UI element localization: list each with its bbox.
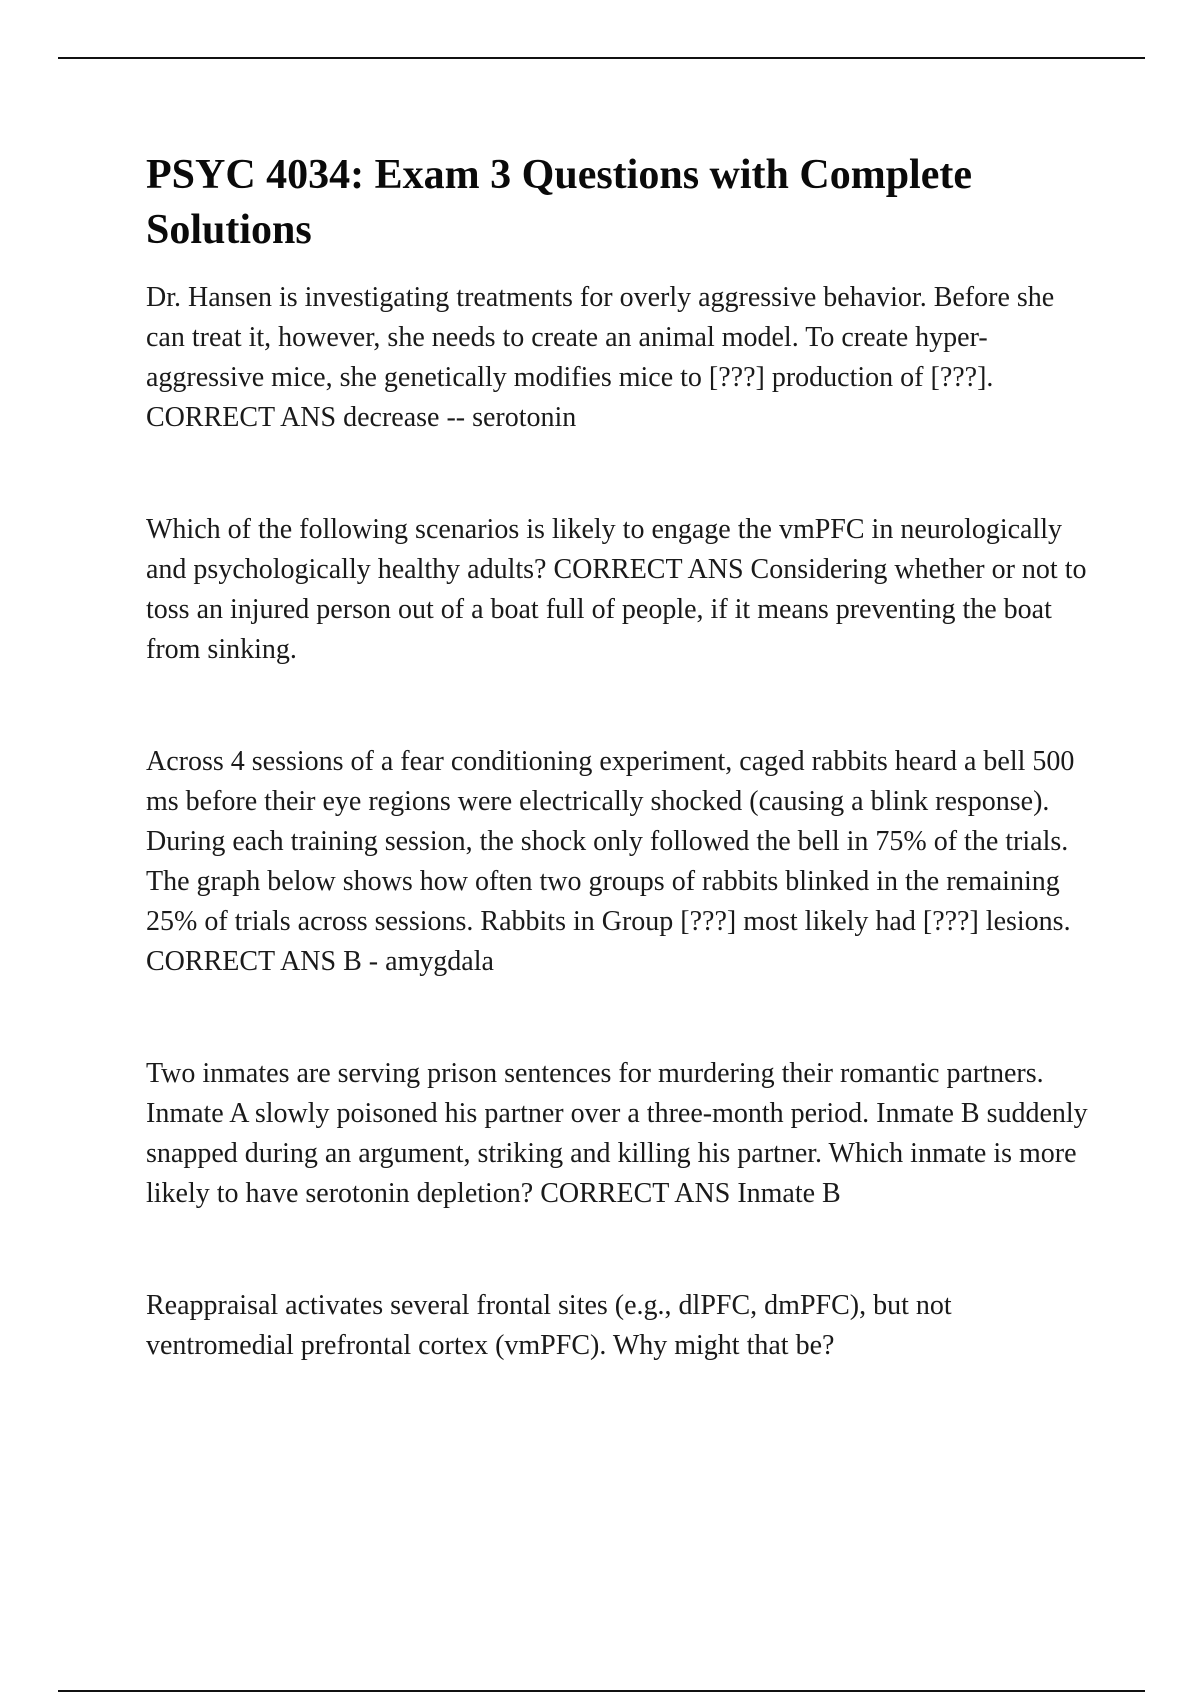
question-answer-5: Reappraisal activates several frontal sites (e.g., dlPFC, dmPFC), but not ventromedial prefrontal cortex (vmPFC). Why might that be? xyxy=(146,1290,952,1361)
question-answer-4: Two inmates are serving prison sentences for murdering their romantic partners. Inmate A slowly poisoned his partner over a three-month period. Inmate B suddenly snapped during an argument, striking and killing his partner. Which inmate is more likely to have serotonin depletion? CORRECT ANS Inmate B xyxy=(146,1058,1088,1209)
document-title: PSYC 4034: Exam 3 Questions with Complete Solutions xyxy=(146,152,972,253)
bottom-divider xyxy=(58,1690,1145,1692)
document-body xyxy=(146,148,1096,1366)
question-answer-3: Across 4 sessions of a fear conditioning experiment, caged rabbits heard a bell 500 ms before their eye regions were electrically shocked (causing a blink response). During each training session, the shock only followed the bell in 75% of the trials. The graph below shows how often two groups of rabbits blinked in the remaining 25% of trials across sessions. Rabbits in Group [???] most likely had [???] lesions. CORRECT ANS B - amygdala xyxy=(146,746,1075,977)
question-answer-1: Dr. Hansen is investigating treatments for overly aggressive behavior. Before she can treat it, however, she needs to create an animal model. To create hyper-aggressive mice, she genetically modifies mice to [???] production of [???]. CORRECT ANS decrease -- serotonin xyxy=(146,282,1055,433)
question-answer-2: Which of the following scenarios is likely to engage the vmPFC in neurologically and psychologically healthy adults? CORRECT ANS Considering whether or not to toss an injured person out of a boat full of people, if it means preventing the boat from sinking. xyxy=(146,514,1087,665)
top-divider xyxy=(58,57,1145,59)
